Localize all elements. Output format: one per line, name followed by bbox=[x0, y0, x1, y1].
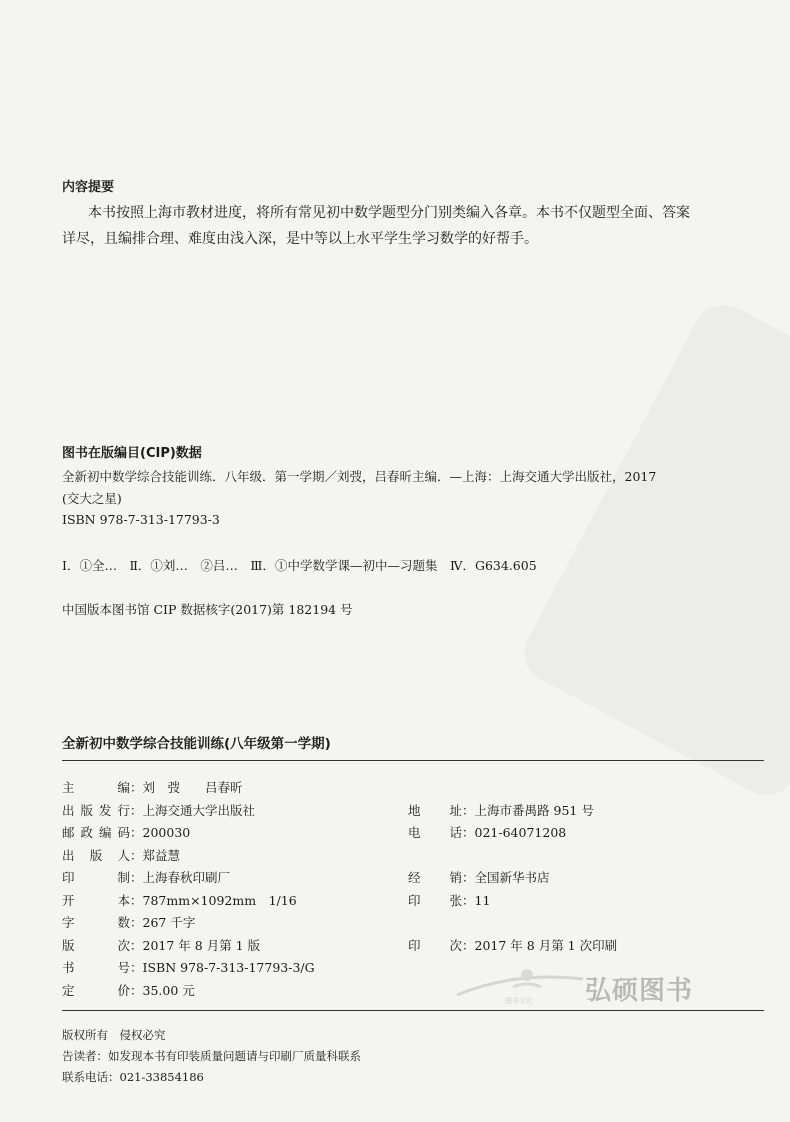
cip-record-number: 中国版本图书馆 CIP 数据核字(2017)第 182194 号 bbox=[62, 602, 353, 617]
imprint-label: 定 价 bbox=[62, 983, 130, 998]
imprint-value: 全国新华书店 bbox=[474, 870, 550, 885]
cip-classification: Ⅰ．①全… Ⅱ．①刘… ②吕… Ⅲ．①中学数学课—初中—习题集 Ⅳ．G634.605 bbox=[62, 558, 537, 573]
imprint-value: 郑益慧 bbox=[142, 848, 181, 863]
imprint-printing: 印 次：2017 年 8 月第 1 次印刷 bbox=[408, 938, 618, 953]
cip-heading: 图书在版编目(CIP)数据 bbox=[62, 446, 202, 461]
summary-line-2: 详尽，且编排合理、难度由浅入深，是中等以上水平学生学习数学的好帮手。 bbox=[62, 231, 538, 247]
imprint-value: 200030 bbox=[142, 825, 191, 840]
imprint-value: 021-64071208 bbox=[474, 825, 567, 840]
title-divider bbox=[62, 760, 764, 761]
imprint-distributor: 经 销：全国新华书店 bbox=[408, 870, 550, 885]
imprint-printer: 印 制：上海春秋印刷厂 bbox=[62, 870, 231, 885]
imprint-label: 地 址 bbox=[408, 803, 462, 818]
imprint-value: 上海交通大学出版社 bbox=[142, 803, 256, 818]
imprint-label: 主 编 bbox=[62, 780, 130, 795]
watermark-text: 弘硕图书 bbox=[585, 976, 694, 1006]
imprint-label: 印 次 bbox=[408, 938, 462, 953]
imprint-divider bbox=[62, 1010, 764, 1011]
imprint-label: 书 号 bbox=[62, 960, 130, 975]
imprint-editor: 主 编：刘 弢 吕春昕 bbox=[62, 780, 243, 795]
imprint-label: 版 次 bbox=[62, 938, 130, 953]
imprint-value: ISBN 978-7-313-17793-3/G bbox=[142, 960, 315, 975]
background-watermark-shape bbox=[514, 294, 790, 806]
imprint-label: 邮政编码 bbox=[62, 825, 130, 840]
imprint-sheets: 印 张：11 bbox=[408, 893, 491, 908]
imprint-value: 267 千字 bbox=[142, 915, 196, 930]
imprint-value: 2017 年 8 月第 1 版 bbox=[142, 938, 261, 953]
summary-heading: 内容提要 bbox=[62, 180, 115, 195]
imprint-label: 印 制 bbox=[62, 870, 130, 885]
imprint-publisher: 出版发行：上海交通大学出版社 bbox=[62, 803, 256, 818]
imprint-label: 开 本 bbox=[62, 893, 130, 908]
imprint-format: 开 本：787mm×1092mm 1/16 bbox=[62, 893, 297, 908]
imprint-edition: 版 次：2017 年 8 月第 1 版 bbox=[62, 938, 261, 953]
imprint-value: 刘 弢 吕春昕 bbox=[142, 780, 243, 795]
imprint-label: 出版发行 bbox=[62, 803, 130, 818]
imprint-value: 787mm×1092mm 1/16 bbox=[142, 893, 297, 908]
cip-isbn: ISBN 978-7-313-17793-3 bbox=[62, 512, 220, 527]
imprint-value: 35.00 元 bbox=[142, 983, 195, 998]
imprint-label: 电 话 bbox=[408, 825, 462, 840]
imprint-value: 11 bbox=[474, 893, 491, 908]
imprint-postcode: 邮政编码：200030 bbox=[62, 825, 191, 840]
imprint-label: 字 数 bbox=[62, 915, 130, 930]
contact-phone: 联系电话：021-33854186 bbox=[62, 1070, 204, 1084]
imprint-book-number: 书 号：ISBN 978-7-313-17793-3/G bbox=[62, 960, 315, 975]
book-title: 全新初中数学综合技能训练(八年级第一学期) bbox=[62, 736, 331, 752]
imprint-value: 上海春秋印刷厂 bbox=[142, 870, 231, 885]
cip-line-1: 全新初中数学综合技能训练．八年级．第一学期／刘弢，吕春昕主编．—上海：上海交通大学出版社，2017 bbox=[62, 469, 657, 484]
imprint-issuer: 出 版 人：郑益慧 bbox=[62, 848, 181, 863]
imprint-label: 印 张 bbox=[408, 893, 462, 908]
cip-series: (交大之星) bbox=[62, 491, 122, 506]
watermark-seal-text: 图书文化 bbox=[505, 997, 533, 1005]
rights-notice: 版权所有 侵权必究 bbox=[62, 1028, 166, 1042]
imprint-address: 地 址：上海市番禺路 951 号 bbox=[408, 803, 594, 818]
summary-line-1: 本书按照上海市教材进度，将所有常见初中数学题型分门别类编入各章。本书不仅题型全面、答案 bbox=[88, 205, 690, 221]
imprint-word-count: 字 数：267 千字 bbox=[62, 915, 196, 930]
imprint-phone: 电 话：021-64071208 bbox=[408, 825, 567, 840]
imprint-label: 经 销 bbox=[408, 870, 462, 885]
reader-notice: 告读者：如发现本书有印装质量问题请与印刷厂质量科联系 bbox=[62, 1049, 361, 1063]
imprint-label: 出 版 人 bbox=[62, 848, 130, 863]
imprint-price: 定 价：35.00 元 bbox=[62, 983, 195, 998]
imprint-value: 上海市番禺路 951 号 bbox=[474, 803, 594, 818]
imprint-value: 2017 年 8 月第 1 次印刷 bbox=[474, 938, 618, 953]
